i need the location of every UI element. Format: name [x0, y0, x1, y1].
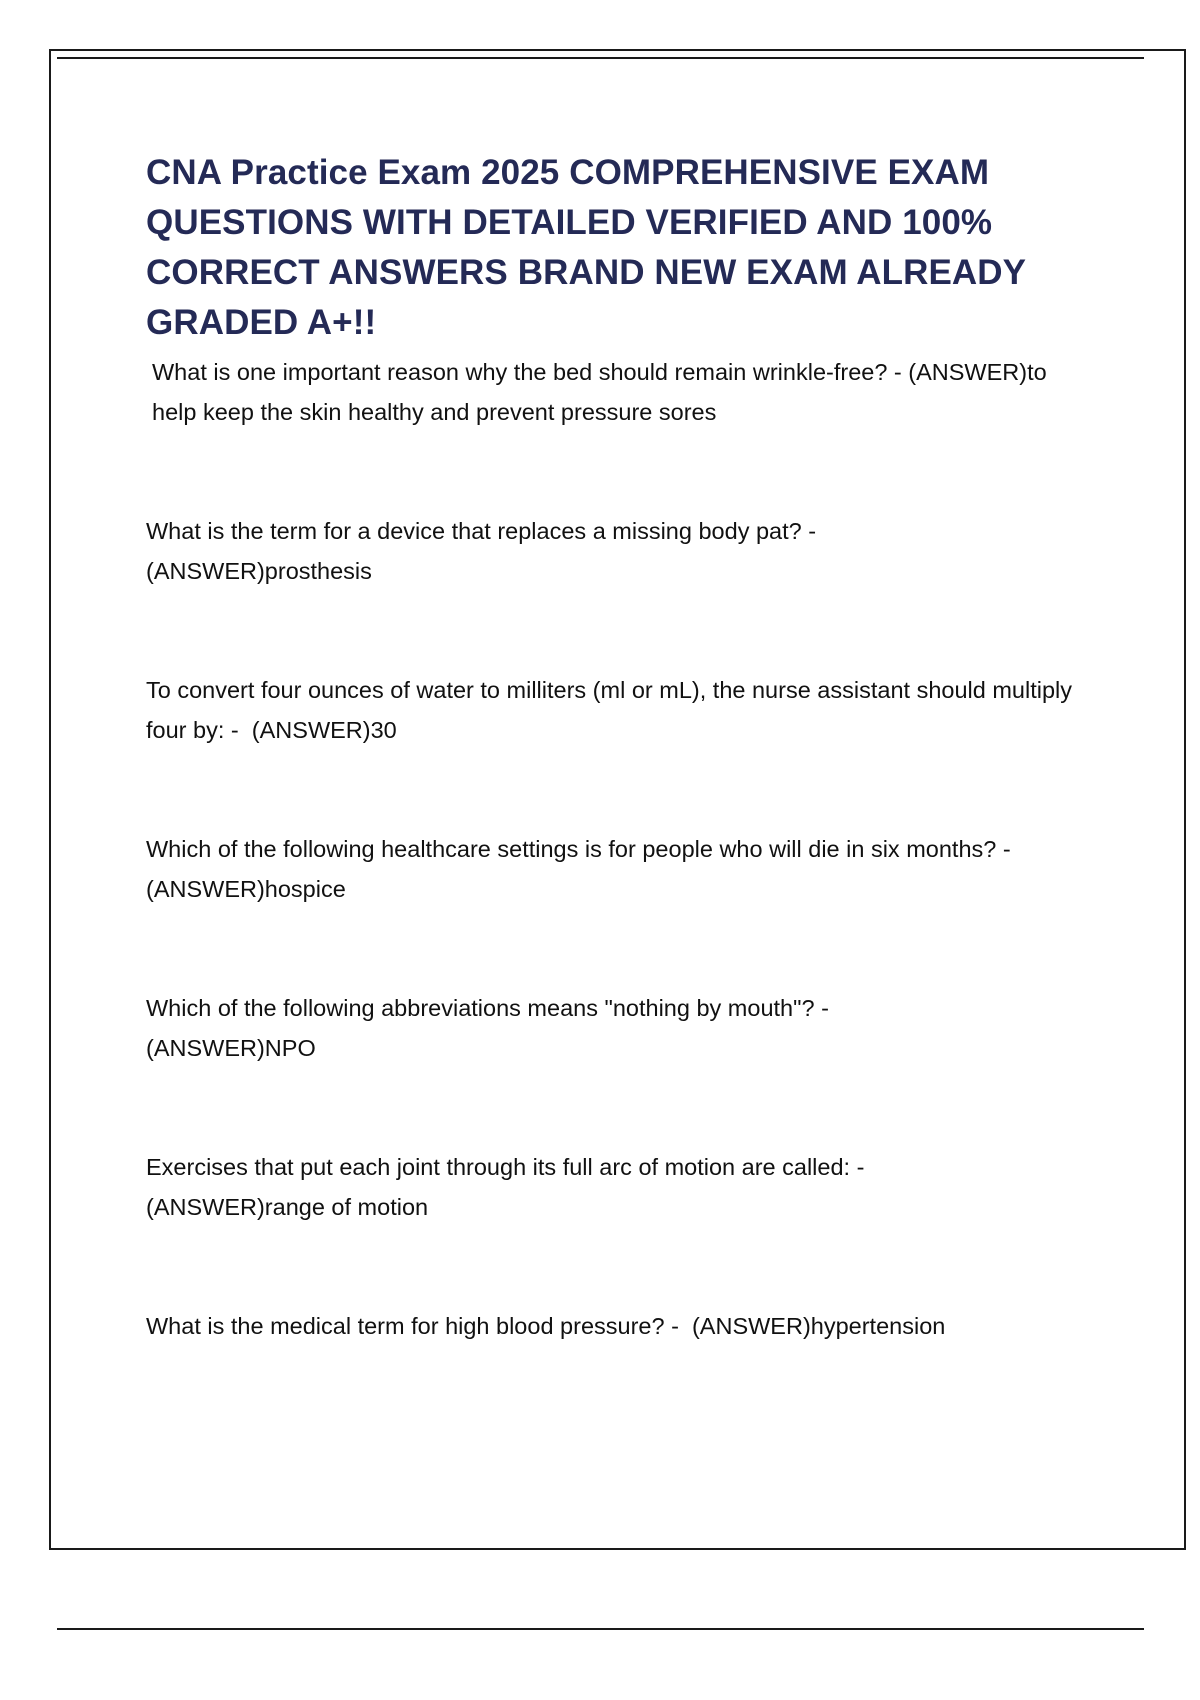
answer-text: hypertension [810, 1313, 946, 1339]
qa-item [146, 511, 1096, 591]
qa-item [146, 670, 1096, 750]
question-text: What is the medical term for high blood pressure? - [146, 1313, 692, 1339]
bottom-rule [57, 1628, 1144, 1630]
answer-prefix: (ANSWER) [251, 717, 371, 743]
qa-list [146, 352, 1096, 1346]
question-text: Exercises that put each joint through its full arc of motion are called: - [146, 1154, 871, 1180]
question-text: Which of the following abbreviations means "nothing by mouth"? - [146, 995, 836, 1021]
question-text: What is the term for a device that replaces a missing body pat? - [146, 518, 823, 544]
answer-prefix: (ANSWER) [146, 1194, 265, 1220]
qa-item [146, 988, 1096, 1068]
answer-text: prosthesis [264, 558, 372, 584]
qa-item [146, 1306, 1096, 1346]
answer-text: NPO [264, 1035, 316, 1061]
answer-prefix: (ANSWER) [146, 558, 265, 584]
document-body [146, 148, 1096, 1346]
document-title: CNA Practice Exam 2025 COMPREHENSIVE EXAM QUESTIONS WITH DETAILED VERIFIED AND 100% CORRECT ANSWERS BRAND NEW EXAM ALREADY GRADED A+!! [146, 153, 1026, 342]
answer-prefix: (ANSWER) [908, 359, 1028, 385]
top-rule [57, 57, 1144, 59]
qa-item [146, 352, 1096, 432]
question-text: To convert four ounces of water to milliters (ml or mL), the nurse assistant should multiply four by: - [146, 677, 1079, 743]
answer-text: 30 [370, 717, 397, 743]
answer-text: to help keep the skin healthy and prevent pressure sores [152, 359, 1054, 425]
answer-text: range of motion [264, 1194, 429, 1220]
answer-prefix: (ANSWER) [146, 876, 265, 902]
answer-text: hospice [264, 876, 346, 902]
question-text: What is one important reason why the bed should remain wrinkle-free? - [152, 359, 909, 385]
answer-prefix: (ANSWER) [146, 1035, 265, 1061]
question-text: Which of the following healthcare settings is for people who will die in six months? - [146, 836, 1024, 862]
qa-item [146, 1147, 1096, 1227]
answer-prefix: (ANSWER) [691, 1313, 811, 1339]
qa-item [146, 829, 1096, 909]
